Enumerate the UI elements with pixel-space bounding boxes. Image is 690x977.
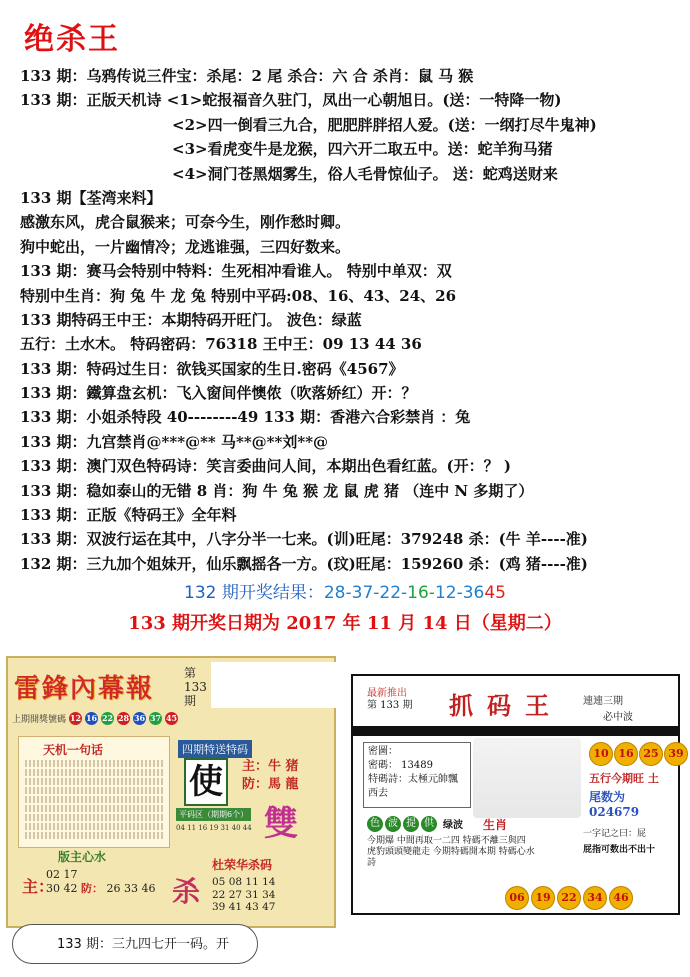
fang-mark: 防： xyxy=(81,882,103,895)
number-ball: 12 xyxy=(69,712,82,723)
zhu-line: 主：牛 猪 xyxy=(242,759,299,774)
number-ball: 06 xyxy=(505,886,529,910)
result-numbers-b: 16- xyxy=(407,583,435,603)
issue-label: 第 133 期 xyxy=(367,700,413,711)
secret-box xyxy=(363,742,471,808)
text-line: <4>洞门苍黑烟雾生，俗人毛骨惊仙子。 送：蛇鸡送财来 xyxy=(172,164,558,183)
text-line: <2>四一倒看三九合，肥肥胖胖招人爱。(送：一纲打尽牛鬼神) xyxy=(172,115,597,134)
mi-code: 密碼： 13489 xyxy=(368,760,433,771)
text-row xyxy=(25,760,163,767)
poster-corner-right xyxy=(583,694,633,726)
text-line: 133 期：九宫禁肖@***@** 马**@**刘**@ xyxy=(20,432,329,451)
color-wave-tags xyxy=(367,816,463,832)
number-ball: 25 xyxy=(639,742,663,766)
mi-poem: 特碼詩：太極元帥飄西去 xyxy=(368,774,458,799)
number-ball: 16 xyxy=(614,742,638,766)
numbers: 26 33 46 xyxy=(106,882,156,895)
text-line: 特别中生肖：狗 兔 牛 龙 兔 特别中平码:08、16、43、24、26 xyxy=(20,286,457,305)
text-line: 五行：土水木。 特码密码：76318 王中王：09 13 44 36 xyxy=(20,335,422,354)
saying-line: 一字记之曰：屁 xyxy=(583,829,647,839)
tag-char: 色 xyxy=(367,816,383,832)
text-line: 133 期：正版《特码王》全年料 xyxy=(20,506,237,525)
number-ball: 16 xyxy=(85,712,98,723)
number-ball: 34 xyxy=(583,886,607,910)
shuang-character: 雙 xyxy=(264,804,298,844)
text-row xyxy=(25,805,163,812)
numbers: 30 42 xyxy=(46,882,78,895)
text-row xyxy=(25,832,163,839)
zodiac-label: 生肖 xyxy=(483,818,508,832)
number-ball: 37 xyxy=(149,712,162,723)
section-heading: 杜荣华杀码 xyxy=(212,858,273,872)
number-ball: 19 xyxy=(531,886,555,910)
poster-issue: 第 133 期 xyxy=(184,666,207,708)
wave-label: 必中波 xyxy=(603,712,633,723)
result-numbers-c: 12-36 xyxy=(434,583,485,603)
last-draw-balls xyxy=(12,711,332,725)
wave-balls xyxy=(589,742,688,766)
text-line: 133 期：正版天机诗 <1>蛇报福音久驻门，凤出一心朝旭日。(送：一特降一物) xyxy=(20,91,562,110)
text-line: 133 期特码王中王：本期特码开旺门。 波色：绿蓝 xyxy=(20,310,362,329)
special-section xyxy=(172,736,330,856)
saying-line: 屁指可数出不出十 xyxy=(583,845,656,855)
zhuamawang-poster xyxy=(351,674,684,915)
number-ball: 28 xyxy=(117,712,130,723)
number-ball: 45 xyxy=(165,712,178,723)
numbers-row: 02 17 xyxy=(46,868,78,881)
ping-label: 平码区（期期6个） xyxy=(176,808,251,821)
number-ball: 39 xyxy=(664,742,688,766)
shi-character: 使 xyxy=(184,758,228,806)
tag-char: 波 xyxy=(385,816,401,832)
sha-character: 杀 xyxy=(172,875,201,908)
new-label: 最新推出 xyxy=(367,688,407,699)
tail-line: 尾数为 024679 xyxy=(589,790,640,819)
number-ball: 36 xyxy=(133,712,146,723)
bottom-balls xyxy=(505,886,633,910)
banzhu-numbers xyxy=(46,868,155,896)
wave-tag: 绿波 xyxy=(443,820,463,831)
text-line: 133 期：澳门双色特码诗：笑言委曲问人间，本期出色看红蓝。(开：？ ) xyxy=(20,457,511,476)
prediction-lines xyxy=(20,64,680,576)
number-ball: 46 xyxy=(609,886,633,910)
streak-label: 連連三期 xyxy=(583,696,623,707)
saying xyxy=(583,826,655,858)
mi-label: 密圖： xyxy=(368,746,398,757)
text-line: 133 期：乌鸦传说三件宝：杀尾：2 尾 杀合：六 合 杀肖：鼠 马 猴 xyxy=(20,67,474,85)
zhu-mark: 主： xyxy=(22,877,55,896)
blank-area xyxy=(211,662,336,708)
text-row xyxy=(25,787,163,794)
divider xyxy=(353,726,678,736)
text-line: 133 期：鐵算盘玄机：飞入窗间伴懊侬（吹落娇红）开：？ xyxy=(20,384,417,403)
text-row xyxy=(25,823,163,830)
poster-corner xyxy=(367,688,412,712)
number-ball: 22 xyxy=(101,712,114,723)
poem-columns: 今期爆 中間再取一二四 特碼不離三與四 虎豹頭頭變龍走 今期特碼開本期 特碼心水詩 xyxy=(367,836,535,868)
ping-numbers: 04 11 16 19 31 40 44 xyxy=(176,824,252,832)
text-line: 133 期【荃湾来料】 xyxy=(20,188,162,207)
text-line: 133 期：小姐杀特段 40--------49 133 期：香港六合彩禁肖 ：兔 xyxy=(20,408,471,427)
text-line: 133 期：双波行运在其中，八字分半一七来。(训)旺尾：379248 杀：(牛 羊----准) xyxy=(20,530,588,549)
section-tag: 四期特送特码 xyxy=(178,740,252,758)
text-line: 感激东风，虎合鼠猴来；可奈今生，刚作愁时卿。 xyxy=(20,213,351,232)
fang-line: 防：馬 龍 xyxy=(242,777,299,792)
text-line: <3>看虎变牛是龙猴，四六开二取五中。送：蛇羊狗马猪 xyxy=(172,140,553,159)
grid-row: 05 08 11 14 xyxy=(212,876,276,888)
text-row xyxy=(25,796,163,803)
banzhu-section xyxy=(18,848,168,924)
text-line: 狗中蛇出，一片幽情冷；龙逃谁强，三四好数来。 xyxy=(20,237,351,256)
result-numbers-a: 28-37-22- xyxy=(323,583,408,603)
draw-result xyxy=(0,578,690,603)
result-numbers-d: 45 xyxy=(484,583,506,603)
page-title: 绝杀王 xyxy=(24,22,120,57)
text-line: 133 期：稳如泰山的无错 8 肖：狗 牛 兔 猴 龙 鼠 虎 猪 （连中 N 多期了） xyxy=(20,481,534,500)
text-row xyxy=(25,778,163,785)
main-picks xyxy=(242,758,299,794)
sha-grid xyxy=(212,876,275,914)
section-heading: 版主心水 xyxy=(58,850,107,864)
numbers-row xyxy=(46,882,155,896)
grid-row: 39 41 43 47 xyxy=(212,901,276,913)
balls-label: 上期開獎號碼 xyxy=(12,714,67,725)
text-line: 133 期：特码过生日：欲钱买国家的生日.密码《4567》 xyxy=(20,359,404,378)
draw-date: 133 期开奖日期为 2017 年 11 月 14 日（星期二） xyxy=(128,613,562,634)
grid-row: 22 27 31 34 xyxy=(212,888,276,901)
tag-char: 提 xyxy=(403,816,419,832)
number-ball: 10 xyxy=(589,742,613,766)
section-heading: 天机一句话 xyxy=(43,743,104,757)
text-line: 132 期：三九加个姐妹开，仙乐飘摇各一方。(玟)旺尾：159260 杀：(鸡 猪----准) xyxy=(20,554,588,573)
result-label: 132 期开奖结果： xyxy=(184,583,324,603)
number-ball: 22 xyxy=(557,886,581,910)
tag-char: 供 xyxy=(421,816,437,832)
text-row xyxy=(25,814,163,821)
wuxing-line: 五行今期旺 土 xyxy=(589,772,659,785)
leifeng-poster xyxy=(6,656,336,928)
text-row xyxy=(25,769,163,776)
poster-title: 雷鋒內幕報 xyxy=(14,674,155,704)
sage-illustration xyxy=(473,738,581,818)
text-line: 133 期：赛马会特别中特料：生死相冲看谁人。 特别中单双：双 xyxy=(20,262,452,281)
cloud-caption: 133 期：三九四七开一码。开 xyxy=(12,924,258,964)
sha-section xyxy=(172,856,330,926)
tianji-section xyxy=(18,736,170,848)
poster-title: 抓码王 xyxy=(449,691,563,720)
